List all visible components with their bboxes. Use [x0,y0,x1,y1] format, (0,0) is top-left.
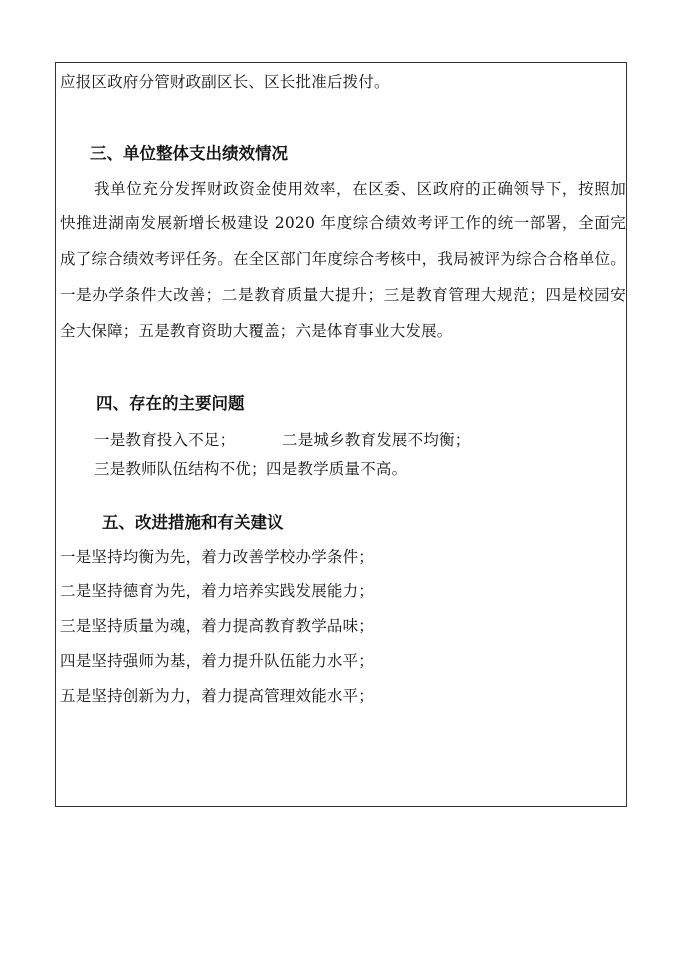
problem-item-3: 三是教师队伍结构不优； [94,460,267,478]
section-3-line-4: 一是办学条件大改善；二是教育质量大提升；三是教育管理大规范；四是校园安 [60,286,626,304]
problem-item-4: 四是教学质量不高。 [266,460,408,478]
problem-item-1: 一是教育投入不足； [94,431,236,449]
problem-item-2: 二是城乡教育发展不均衡； [282,431,471,449]
document-frame [55,62,627,807]
intro-line: 应报区政府分管财政副区长、区长批准后拨付。 [60,73,390,91]
section-3-line-3: 成了综合绩效考评任务。在全区部门年度综合考核中，我局被评为综合合格单位。 [60,250,626,268]
measure-item-5: 五是坚持创新为力，着力提高管理效能水平； [60,687,375,705]
measure-item-1: 一是坚持均衡为先，着力改善学校办学条件； [60,548,375,566]
section-3-line-5: 全大保障；五是教育资助大覆盖；六是体育事业大发展。 [60,322,453,340]
measure-item-2: 二是坚持德育为先，着力培养实践发展能力； [60,582,375,600]
section-4-heading: 四、存在的主要问题 [96,394,245,413]
section-3-line-2: 快推进湖南发展新增长极建设 2020 年度综合绩效考评工作的统一部署，全面完 [60,214,626,232]
section-5-heading: 五、改进措施和有关建议 [102,513,284,532]
measure-item-3: 三是坚持质量为魂，着力提高教育教学品味； [60,617,375,635]
section-3-line-1: 我单位充分发挥财政资金使用效率，在区委、区政府的正确领导下，按照加 [94,180,626,198]
section-3-heading: 三、单位整体支出绩效情况 [90,144,288,163]
measure-item-4: 四是坚持强师为基，着力提升队伍能力水平； [60,652,375,670]
